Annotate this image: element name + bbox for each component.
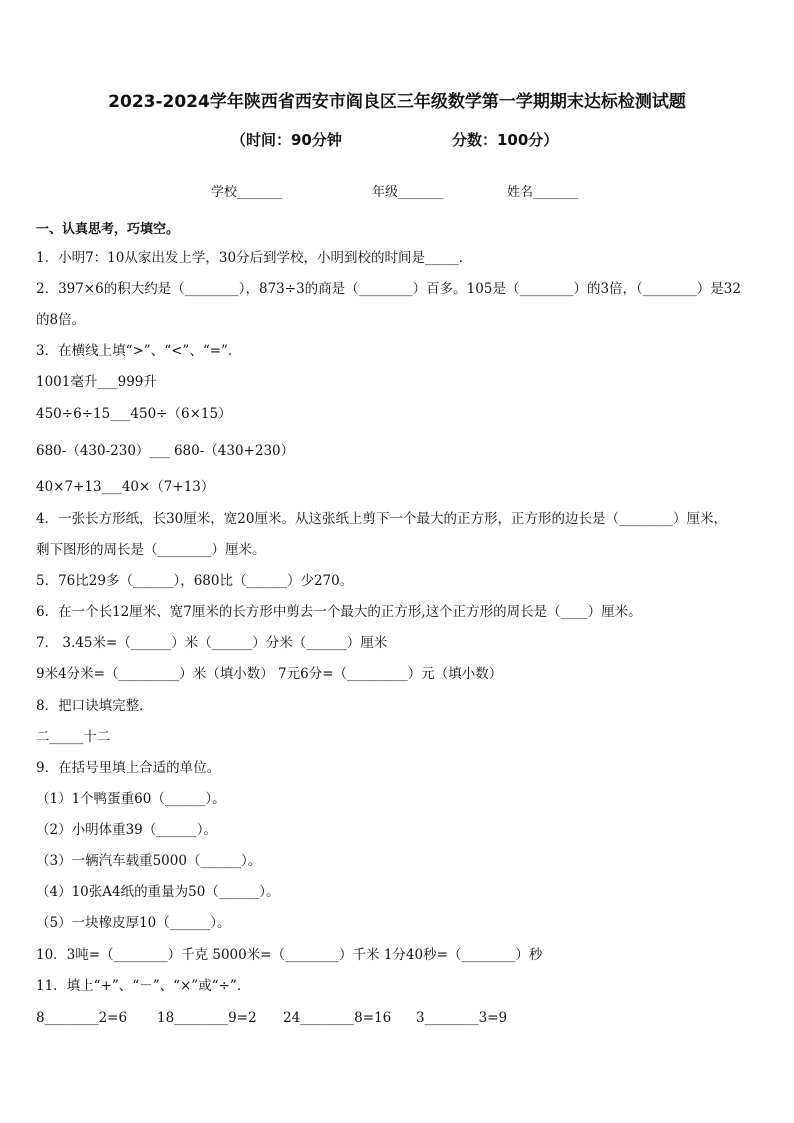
total-score: 分数：100分）: [452, 131, 559, 149]
question-line: 7． 3.45米=（______）米（______）分米（______）厘米: [36, 635, 388, 651]
section-heading: 一、认真思考，巧填空。: [36, 222, 180, 237]
exam-title: 2023-2024学年陕西省西安市阎良区三年级数学第一学期期末达标检测试题: [108, 92, 686, 112]
question-line: 5．76比29多（______），680比（______）少270。: [36, 573, 354, 589]
question-line: 4．一张长方形纸，长30厘米，宽20厘米。从这张纸上剪下一个最大的正方形，正方形的边长是（________）厘米，: [36, 511, 727, 527]
question-line: 450÷6÷15___450÷（6×15）: [36, 406, 232, 422]
question-line: 11．填上“+”、“－”、“×”或“÷”．: [36, 978, 251, 994]
grade-field: 年级_______: [372, 185, 444, 200]
q11-item: 24________8=16: [283, 1010, 392, 1026]
question-line: 的8倍。: [36, 312, 86, 328]
question-line: 680-（430-230）___ 680-（430+230）: [36, 443, 295, 459]
question-line: （4）10张A4纸的重量为50（______）。: [36, 884, 280, 900]
question-line: 2．397×6的积大约是（________），873÷3的商是（________）百多。105是（________）的3倍，（________）是32: [36, 281, 741, 297]
question-11-items: [36, 1009, 766, 1027]
question-line: （1）1个鸭蛋重60（______）。: [36, 791, 226, 807]
name-field: 姓名_______: [507, 185, 579, 200]
q11-item: 18________9=2: [157, 1010, 257, 1026]
question-line: 二_____十二: [36, 729, 111, 745]
q11-item: 8________2=6: [36, 1010, 128, 1026]
time-limit: （时间：90分钟: [231, 131, 342, 149]
question-line: 8．把口诀填完整．: [36, 698, 153, 714]
question-line: 6．在一个长12厘米、宽7厘米的长方形中剪去一个最大的正方形,这个正方形的周长是（____）厘米。: [36, 604, 642, 620]
question-line: 40×7+13___40×（7+13）: [36, 479, 215, 495]
question-line: 1001毫升___999升: [36, 374, 157, 390]
question-line: 1．小明7：10从家出发上学，30分后到学校，小明到校的时间是_____．: [36, 250, 473, 266]
question-line: 3．在横线上填“>”、“<”、“=”．: [36, 343, 242, 359]
question-line: 9米4分米=（_________）米（填小数） 7元6分=（_________）元（填小数）: [36, 666, 503, 682]
q11-item: 3________3=9: [416, 1010, 508, 1026]
question-line: （2）小明体重39（______）。: [36, 822, 218, 838]
school-field: 学校_______: [211, 185, 283, 200]
question-line: （5）一块橡皮厚10（______）。: [36, 915, 231, 931]
question-line: 10．3吨=（________）千克 5000米=（________）千米 1分40秒=（________）秒: [36, 947, 543, 963]
question-line: （3）一辆汽车载重5000（______）。: [36, 853, 262, 869]
question-line: 9．在括号里填上合适的单位。: [36, 760, 221, 776]
question-line: 剩下图形的周长是（________）厘米。: [36, 542, 266, 558]
